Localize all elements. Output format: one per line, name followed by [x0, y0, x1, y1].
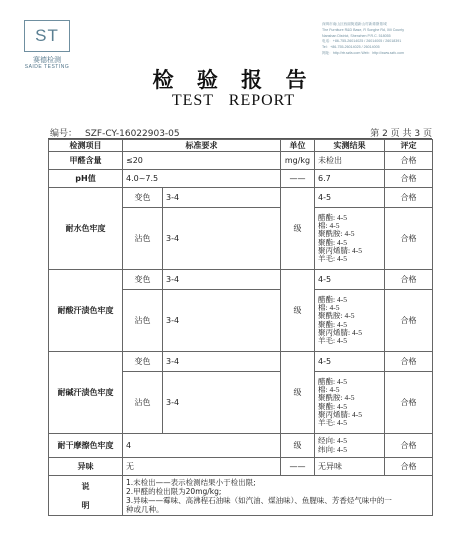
- unit-cell: 级: [281, 188, 315, 270]
- rating-cell: 合格: [385, 290, 433, 352]
- unit-cell: 级: [281, 270, 315, 352]
- note-line: 2.甲醛的检出限为20mg/kg;: [126, 486, 222, 496]
- item-cell: 耐干摩擦色牢度: [49, 434, 123, 458]
- logo-name-cn: 赛德检测: [33, 56, 61, 64]
- report-title-en: TEST REPORT: [171, 92, 296, 109]
- std-cell: 无: [123, 458, 281, 476]
- result-cell: [315, 372, 385, 434]
- item-cell: pH值: [49, 170, 123, 188]
- std-cell: 4: [123, 434, 281, 458]
- results-table: [48, 139, 433, 516]
- page-indicator: 第 2 页 共 3 页: [370, 129, 432, 139]
- result-line: 聚丙烯腈: 4-5: [318, 245, 362, 255]
- address-line: Nanshan District, Shenzhen P.R.C. 518055: [322, 33, 391, 38]
- logo-name-en: SAIDE TESTING: [24, 64, 70, 70]
- result-line: 醋酯: 4-5: [318, 376, 347, 386]
- report-number-label: 编号：: [50, 129, 78, 139]
- result-cell: 4-5: [315, 270, 385, 290]
- result-line: 棉: 4-5: [318, 220, 340, 230]
- item-cell: 甲醛含量: [49, 152, 123, 170]
- table-row: [49, 434, 433, 458]
- header-result: 实测结果: [315, 140, 385, 152]
- result-line: 聚酯: 4-5: [318, 237, 347, 247]
- sub-item-cell: 变色: [123, 352, 163, 372]
- result-line: 羊毛: 4-5: [318, 418, 347, 428]
- address-line: 电话：+86-755-26014025 / 26014005 / 26018391: [322, 39, 402, 44]
- result-cell: 4-5: [315, 188, 385, 208]
- std-cell: 3-4: [163, 188, 281, 208]
- table-row: [49, 270, 433, 290]
- result-cell: 4-5: [315, 352, 385, 372]
- std-cell: ≤20: [123, 152, 281, 170]
- table-row: [49, 170, 433, 188]
- item-cell: 耐水色牢度: [49, 188, 123, 270]
- std-cell: 3-4: [163, 270, 281, 290]
- result-cell: [315, 290, 385, 352]
- rating-cell: 合格: [385, 188, 433, 208]
- item-cell: 异味: [49, 458, 123, 476]
- std-cell: 3-4: [163, 352, 281, 372]
- result-line: 聚酯: 4-5: [318, 319, 347, 329]
- logo-box: [24, 20, 70, 52]
- address-line: 网址：http://rtr.szfa.com Web：http://www.szfc.com: [322, 50, 405, 55]
- result-cell: 无异味: [315, 458, 385, 476]
- note-line: 种或几种。: [126, 504, 164, 514]
- std-cell: 3-4: [163, 208, 281, 270]
- table-header-row: [49, 140, 433, 152]
- item-cell: 耐酸汗渍色牢度: [49, 270, 123, 352]
- std-cell: 3-4: [163, 290, 281, 352]
- result-line: 羊毛: 4-5: [318, 254, 347, 264]
- result-line: 棉: 4-5: [318, 384, 340, 394]
- table-row: [49, 188, 433, 208]
- unit-cell: ——: [281, 458, 315, 476]
- logo-mark: ST: [35, 26, 59, 45]
- rating-cell: 合格: [385, 352, 433, 372]
- table-row: [49, 352, 433, 372]
- unit-cell: mg/kg: [281, 152, 315, 170]
- rating-cell: 合格: [385, 208, 433, 270]
- sub-item-cell: 沾色: [123, 290, 163, 352]
- rating-cell: 合格: [385, 270, 433, 290]
- result-cell: 未检出: [315, 152, 385, 170]
- rating-cell: 合格: [385, 458, 433, 476]
- result-line: 醋酯: 4-5: [318, 212, 347, 222]
- address-block: [322, 22, 462, 57]
- result-cell: 6.7: [315, 170, 385, 188]
- address-line: 深圳市南山区西丽街道新山村新莆斯基城: [322, 22, 387, 26]
- note-line: 3.异味——霉味、高沸程石油味（如汽油、煤油味）、鱼腥味、芳香烃气味中的一: [126, 495, 392, 505]
- report-number-value: SZF-CY-16022903-05: [85, 129, 180, 139]
- header-standard: 标准要求: [123, 140, 281, 152]
- result-line: 聚酰胺: 4-5: [318, 229, 355, 239]
- notes-text: [123, 476, 433, 516]
- result-line: 经向: 4-5: [318, 436, 347, 446]
- rating-cell: 合格: [385, 170, 433, 188]
- sub-item-cell: 变色: [123, 270, 163, 290]
- unit-cell: 级: [281, 352, 315, 434]
- address-line: The Furniture R&D Base, R Songhe Rd, Xili County: [322, 27, 405, 32]
- header-item: 检测项目: [49, 140, 123, 152]
- rating-cell: 合格: [385, 372, 433, 434]
- report-title-cn: 检 验 报 告: [152, 68, 315, 92]
- note-line: 1.未检出——表示检测结果小于检出限;: [126, 477, 256, 487]
- result-line: 醋酯: 4-5: [318, 294, 347, 304]
- address-line: Tel：+86-755-26014025 / 26014005: [322, 45, 380, 50]
- table-row: [49, 458, 433, 476]
- result-line: 聚酯: 4-5: [318, 401, 347, 411]
- table-row: [49, 152, 433, 170]
- result-cell: [315, 434, 385, 458]
- notes-label-top: 说: [81, 481, 90, 491]
- unit-cell: ——: [281, 170, 315, 188]
- notes-label-bottom: 明: [81, 500, 90, 510]
- header-rating: 评定: [385, 140, 433, 152]
- result-line: 羊毛: 4-5: [318, 336, 347, 346]
- std-cell: 3-4: [163, 372, 281, 434]
- result-line: 棉: 4-5: [318, 302, 340, 312]
- item-cell: 耐碱汗渍色牢度: [49, 352, 123, 434]
- rating-cell: 合格: [385, 152, 433, 170]
- result-line: 聚丙烯腈: 4-5: [318, 327, 362, 337]
- unit-cell: 级: [281, 434, 315, 458]
- result-line: 聚酰胺: 4-5: [318, 311, 355, 321]
- sub-item-cell: 沾色: [123, 208, 163, 270]
- notes-label: [49, 476, 123, 516]
- sub-item-cell: 沾色: [123, 372, 163, 434]
- result-line: 聚酰胺: 4-5: [318, 393, 355, 403]
- result-line: 聚丙烯腈: 4-5: [318, 409, 362, 419]
- rating-cell: 合格: [385, 434, 433, 458]
- result-cell: [315, 208, 385, 270]
- sub-item-cell: 变色: [123, 188, 163, 208]
- header-unit: 单位: [281, 140, 315, 152]
- result-line: 纬向: 4-5: [318, 444, 347, 454]
- notes-row: [49, 476, 433, 516]
- std-cell: 4.0~7.5: [123, 170, 281, 188]
